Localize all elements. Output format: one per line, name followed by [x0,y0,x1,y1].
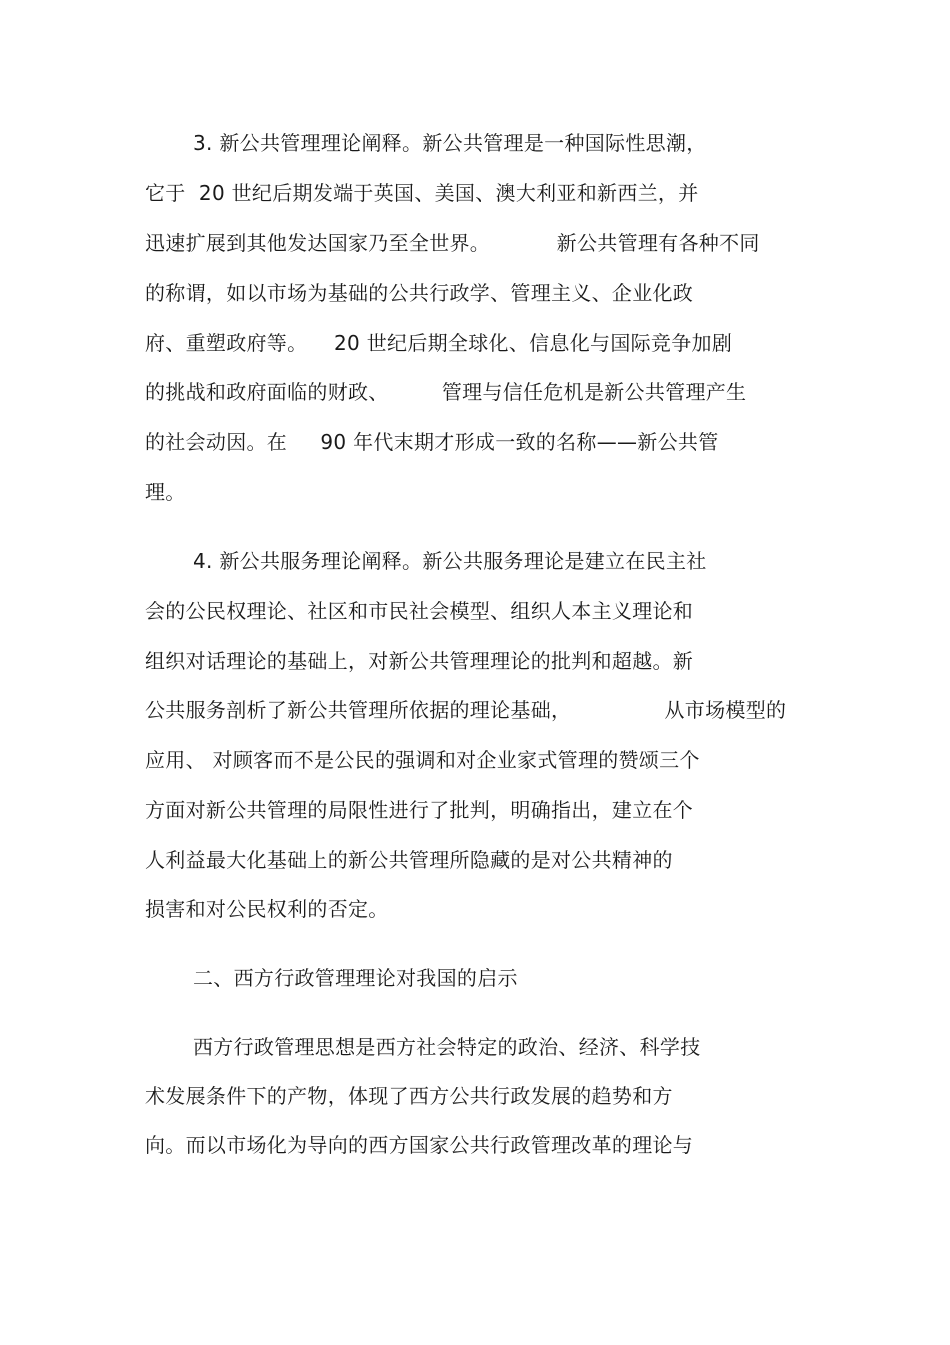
text-line: 理。 [145,480,186,504]
text-line: 应用、 对顾客而不是公民的强调和对企业家式管理的赞颂三个 [145,748,700,772]
text-line: 的称谓，如以市场为基础的公共行政学、管理主义、企业化政 [145,281,694,305]
text-line: 会的公民权理论、社区和市民社会模型、组织人本主义理论和 [145,599,694,623]
text-line: 4. 新公共服务理论阐释。新公共服务理论是建立在民主社 [193,549,707,573]
text-line: 公共服务剖析了新公共管理所依据的理论基础， 从市场模型的 [145,698,787,722]
text-line: 向。而以市场化为导向的西方国家公共行政管理改革的理论与 [145,1133,694,1157]
text-line: 迅速扩展到其他发达国家乃至全世界。 新公共管理有各种不同 [145,231,760,255]
text-line: 3. 新公共管理理论阐释。新公共管理是一种国际性思潮， [193,131,707,155]
text-line: 损害和对公民权利的否定。 [145,897,389,921]
text-line: 它于 20 世纪后期发端于英国、美国、澳大利亚和新西兰，并 [145,181,699,205]
text-line: 方面对新公共管理的局限性进行了批判，明确指出，建立在个 [145,798,694,822]
text-line: 人利益最大化基础上的新公共管理所隐藏的是对公共精神的 [145,848,673,872]
text-line: 府、重塑政府等。 20 世纪后期全球化、信息化与国际竞争加剧 [145,331,733,355]
text-line: 组织对话理论的基础上，对新公共管理理论的批判和超越。新 [145,649,694,673]
text-line: 西方行政管理思想是西方社会特定的政治、经济、科学技 [193,1035,701,1059]
section-heading: 二、西方行政管理理论对我国的启示 [193,966,518,990]
text-line: 的社会动因。在 90 年代末期才形成一致的名称——新公共管 [145,430,719,454]
text-line: 术发展条件下的产物，体现了西方公共行政发展的趋势和方 [145,1084,673,1108]
text-line: 的挑战和政府面临的财政、 管理与信任危机是新公共管理产生 [145,380,747,404]
